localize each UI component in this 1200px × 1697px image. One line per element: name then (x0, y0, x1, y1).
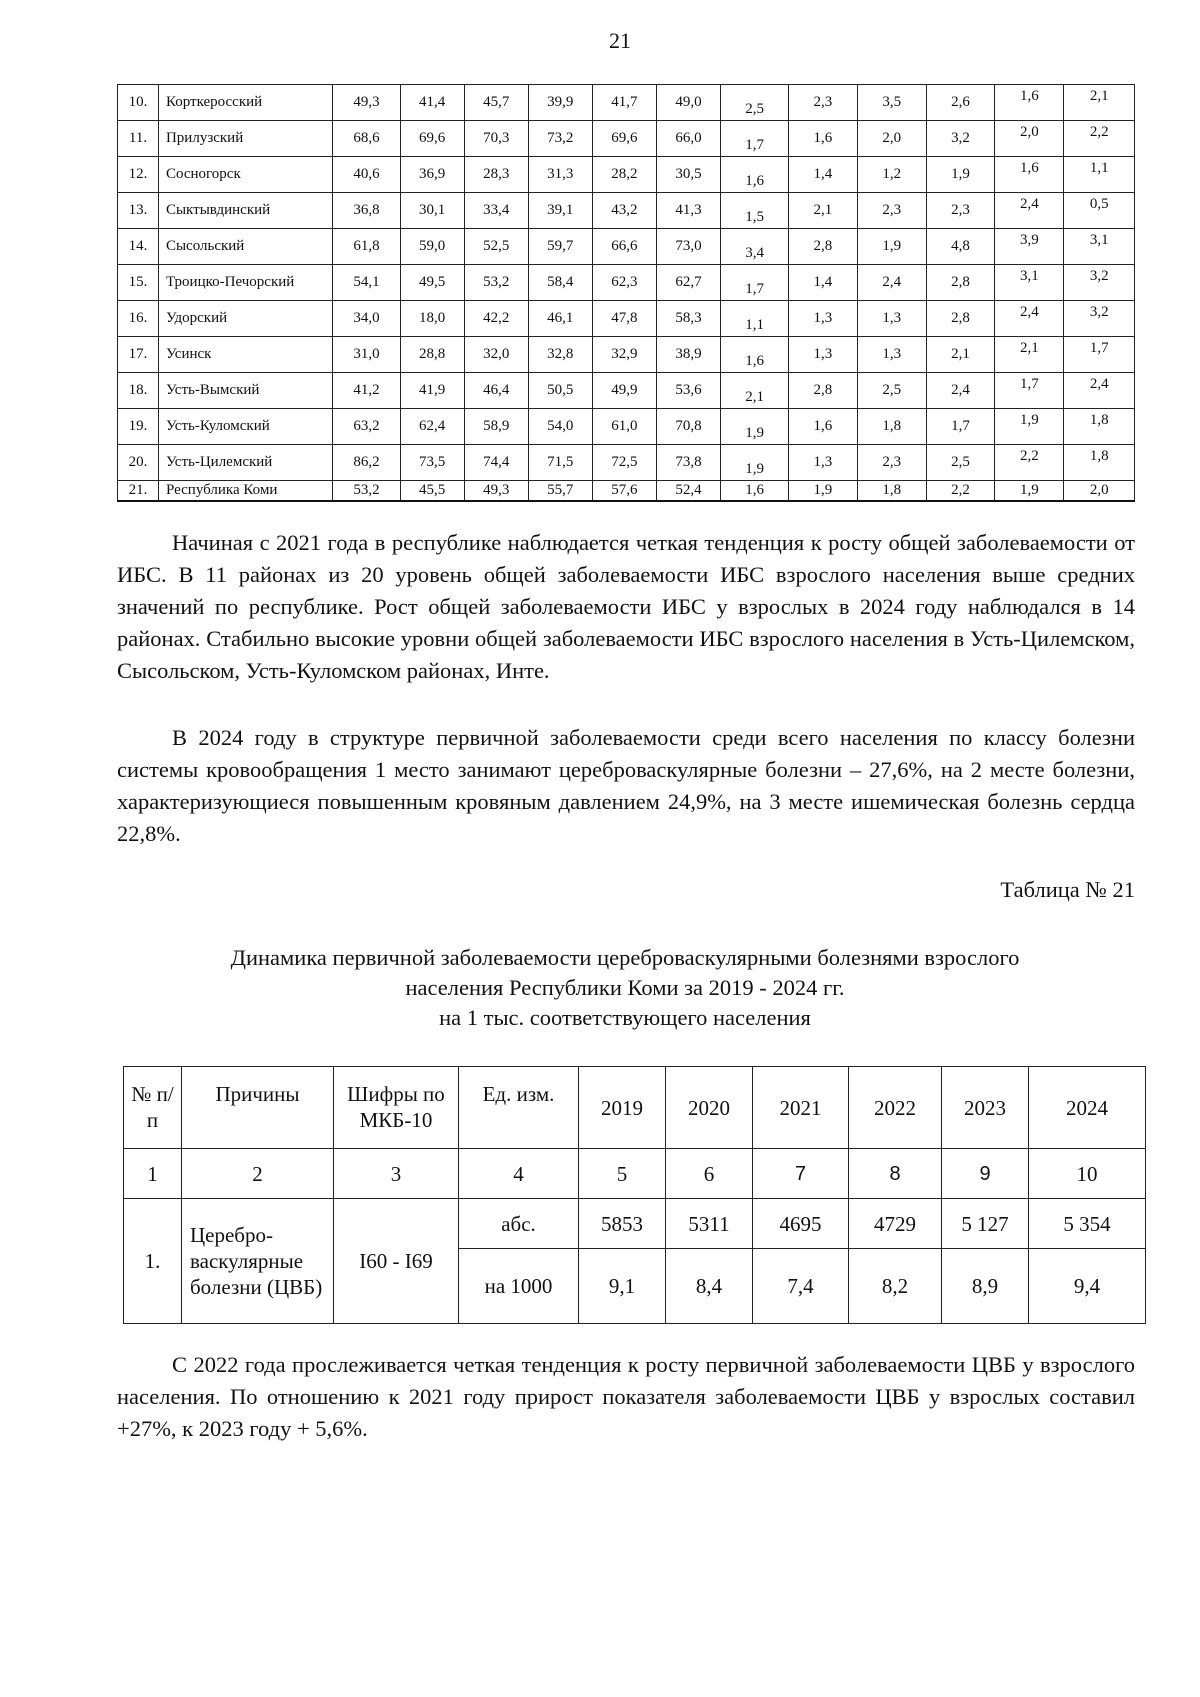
abs-value: 5311 (666, 1199, 753, 1249)
value-cell: 2,3 (857, 193, 926, 229)
value-cell: 62,3 (592, 265, 656, 301)
value-cell: 1,3 (857, 301, 926, 337)
value-cell: 3,2 (1064, 301, 1135, 337)
icd-codes-cell: I60 - I69 (334, 1199, 459, 1324)
value-cell: 2,1 (789, 193, 857, 229)
value-cell: 53,6 (656, 373, 720, 409)
value-cell: 31,3 (528, 157, 592, 193)
abs-value: 4729 (849, 1199, 942, 1249)
value-cell: 49,5 (400, 265, 464, 301)
table-title-line-3: на 1 тыс. соответствующего населения (439, 1005, 811, 1030)
column-number: 4 (459, 1149, 579, 1199)
value-cell: 1,7 (1064, 337, 1135, 373)
value-cell: 2,1 (720, 373, 788, 409)
value-cell: 1,7 (720, 121, 788, 157)
value-cell: 59,0 (400, 229, 464, 265)
value-cell: 34,0 (333, 301, 400, 337)
value-cell: 0,5 (1064, 193, 1135, 229)
table-title (110, 943, 1140, 1033)
value-cell: 1,9 (789, 481, 857, 502)
value-cell: 1,6 (995, 85, 1064, 121)
rate-value: 9,4 (1029, 1249, 1146, 1324)
value-cell: 2,5 (926, 445, 994, 481)
row-number: 17. (118, 337, 159, 373)
rate-value: 9,1 (579, 1249, 666, 1324)
value-cell: 3,1 (995, 265, 1064, 301)
district-name: Корткеросский (158, 85, 332, 121)
district-name: Троицко-Печорский (158, 265, 332, 301)
cause-cell: Церебро-васкулярные болезни (ЦВБ) (182, 1199, 334, 1324)
district-table (117, 84, 1135, 502)
row-number: 19. (118, 409, 159, 445)
value-cell: 2,2 (1064, 121, 1135, 157)
column-number: 7 (753, 1149, 849, 1199)
value-cell: 2,2 (995, 445, 1064, 481)
value-cell: 66,6 (592, 229, 656, 265)
value-cell: 33,4 (464, 193, 528, 229)
row-number: 15. (118, 265, 159, 301)
header-cell: Шифры по МКБ-10 (334, 1067, 459, 1149)
value-cell: 1,8 (857, 409, 926, 445)
header-cell: 2020 (666, 1067, 753, 1149)
value-cell: 32,9 (592, 337, 656, 373)
rate-value: 8,4 (666, 1249, 753, 1324)
value-cell: 1,7 (720, 265, 788, 301)
value-cell: 54,0 (528, 409, 592, 445)
table-row (118, 445, 1135, 481)
value-cell: 2,5 (857, 373, 926, 409)
value-cell: 58,4 (528, 265, 592, 301)
value-cell: 1,6 (720, 337, 788, 373)
value-cell: 2,8 (926, 265, 994, 301)
district-name: Сыктывдинский (158, 193, 332, 229)
header-cell: № п/п (124, 1067, 182, 1149)
value-cell: 62,4 (400, 409, 464, 445)
abs-value: 5853 (579, 1199, 666, 1249)
table-row (118, 265, 1135, 301)
table-row (118, 229, 1135, 265)
value-cell: 38,9 (656, 337, 720, 373)
value-cell: 1,1 (1064, 157, 1135, 193)
paragraph-structure-2024: В 2024 году в структуре первичной заболеваемости среди всего населения по классу болезни системы кровообращения 1 место занимают цереброваскулярные болезни – 27,6%, на 2 месте болезни, характеризующиеся повышенным кровяным давлением 24,9%, на 3 месте ишемическая болезнь сердца 22,8%. (117, 725, 1135, 846)
header-cell: 2024 (1029, 1067, 1146, 1149)
table-row (118, 157, 1135, 193)
value-cell: 50,5 (528, 373, 592, 409)
value-cell: 28,8 (400, 337, 464, 373)
row-number: 11. (118, 121, 159, 157)
value-cell: 61,8 (333, 229, 400, 265)
value-cell: 70,3 (464, 121, 528, 157)
value-cell: 1,9 (720, 445, 788, 481)
value-cell: 1,7 (926, 409, 994, 445)
value-cell: 3,5 (857, 85, 926, 121)
value-cell: 2,3 (926, 193, 994, 229)
value-cell: 2,2 (926, 481, 994, 502)
value-cell: 1,9 (926, 157, 994, 193)
abs-value: 5 354 (1029, 1199, 1146, 1249)
value-cell: 43,2 (592, 193, 656, 229)
value-cell: 2,0 (857, 121, 926, 157)
header-cell: 2023 (942, 1067, 1029, 1149)
value-cell: 49,3 (464, 481, 528, 502)
page-number: 21 (609, 28, 631, 53)
district-name: Сосногорск (158, 157, 332, 193)
value-cell: 39,9 (528, 85, 592, 121)
district-name: Республика Коми (158, 481, 332, 502)
row-number: 20. (118, 445, 159, 481)
value-cell: 52,5 (464, 229, 528, 265)
table-row (118, 481, 1135, 502)
value-cell: 1,1 (720, 301, 788, 337)
value-cell: 1,3 (789, 337, 857, 373)
column-number: 2 (182, 1149, 334, 1199)
value-cell: 1,6 (789, 121, 857, 157)
value-cell: 1,3 (789, 445, 857, 481)
table-caption-number: Таблица № 21 (1000, 877, 1135, 902)
cvb-column-number-row (124, 1149, 1146, 1199)
row-number: 14. (118, 229, 159, 265)
rate-value: 8,9 (942, 1249, 1029, 1324)
header-cell: 2021 (753, 1067, 849, 1149)
rate-value: 8,2 (849, 1249, 942, 1324)
value-cell: 68,6 (333, 121, 400, 157)
value-cell: 2,4 (995, 301, 1064, 337)
table-title-line-2: населения Республики Коми за 2019 - 2024 гг. (405, 975, 845, 1000)
value-cell: 1,6 (720, 481, 788, 502)
value-cell: 55,7 (528, 481, 592, 502)
value-cell: 49,0 (656, 85, 720, 121)
header-cell: 2022 (849, 1067, 942, 1149)
value-cell: 18,0 (400, 301, 464, 337)
value-cell: 2,1 (926, 337, 994, 373)
unit-abs: абс. (459, 1199, 579, 1249)
value-cell: 28,2 (592, 157, 656, 193)
value-cell: 1,8 (1064, 445, 1135, 481)
abs-value: 4695 (753, 1199, 849, 1249)
value-cell: 63,2 (333, 409, 400, 445)
value-cell: 41,2 (333, 373, 400, 409)
district-name: Сысольский (158, 229, 332, 265)
value-cell: 46,4 (464, 373, 528, 409)
value-cell: 3,2 (926, 121, 994, 157)
value-cell: 2,0 (1064, 481, 1135, 502)
value-cell: 1,5 (720, 193, 788, 229)
value-cell: 2,8 (789, 229, 857, 265)
value-cell: 1,7 (995, 373, 1064, 409)
value-cell: 1,6 (995, 157, 1064, 193)
value-cell: 47,8 (592, 301, 656, 337)
value-cell: 66,0 (656, 121, 720, 157)
value-cell: 86,2 (333, 445, 400, 481)
value-cell: 73,2 (528, 121, 592, 157)
column-number: 5 (579, 1149, 666, 1199)
table-row (118, 121, 1135, 157)
value-cell: 45,5 (400, 481, 464, 502)
value-cell: 73,8 (656, 445, 720, 481)
table-row (118, 337, 1135, 373)
value-cell: 2,3 (789, 85, 857, 121)
value-cell: 1,3 (857, 337, 926, 373)
value-cell: 31,0 (333, 337, 400, 373)
table-title-line-1: Динамика первичной заболеваемости цереброваскулярными болезнями взрослого (230, 945, 1020, 970)
value-cell: 39,1 (528, 193, 592, 229)
value-cell: 36,9 (400, 157, 464, 193)
value-cell: 3,1 (1064, 229, 1135, 265)
header-cell: Ед. изм. (459, 1067, 579, 1149)
value-cell: 61,0 (592, 409, 656, 445)
paragraph-ibs-trend: Начиная с 2021 года в республике наблюдается четкая тенденция к росту общей заболеваемости от ИБС. В 11 районах из 20 уровень общей заболеваемости ИБС взрослого населения выше средних значений по республике. Рост общей заболеваемости ИБС у взрослых в 2024 году наблюдался в 14 районах. Стабильно высокие уровни общей заболеваемости ИБС взрослого населения в Усть-Цилемском, Сысольском, Усть-Куломском районах, Инте. (117, 530, 1135, 683)
value-cell: 2,3 (857, 445, 926, 481)
value-cell: 74,4 (464, 445, 528, 481)
value-cell: 70,8 (656, 409, 720, 445)
row-number: 13. (118, 193, 159, 229)
table-row (118, 373, 1135, 409)
value-cell: 41,9 (400, 373, 464, 409)
district-name: Прилузский (158, 121, 332, 157)
cvb-header-row (124, 1067, 1146, 1149)
value-cell: 57,6 (592, 481, 656, 502)
value-cell: 53,2 (464, 265, 528, 301)
value-cell: 2,4 (926, 373, 994, 409)
value-cell: 1,9 (857, 229, 926, 265)
table-row (118, 301, 1135, 337)
value-cell: 2,1 (1064, 85, 1135, 121)
table-row (118, 409, 1135, 445)
table-row (118, 85, 1135, 121)
value-cell: 2,8 (789, 373, 857, 409)
value-cell: 32,0 (464, 337, 528, 373)
value-cell: 52,4 (656, 481, 720, 502)
value-cell: 1,9 (720, 409, 788, 445)
value-cell: 28,3 (464, 157, 528, 193)
district-name: Усть-Куломский (158, 409, 332, 445)
district-name: Усть-Цилемский (158, 445, 332, 481)
value-cell: 3,9 (995, 229, 1064, 265)
column-number: 6 (666, 1149, 753, 1199)
row-number: 21. (118, 481, 159, 502)
value-cell: 4,8 (926, 229, 994, 265)
value-cell: 40,6 (333, 157, 400, 193)
value-cell: 1,4 (789, 265, 857, 301)
value-cell: 62,7 (656, 265, 720, 301)
value-cell: 59,7 (528, 229, 592, 265)
table-row (118, 193, 1135, 229)
value-cell: 2,8 (926, 301, 994, 337)
value-cell: 2,0 (995, 121, 1064, 157)
value-cell: 1,9 (995, 481, 1064, 502)
value-cell: 49,9 (592, 373, 656, 409)
value-cell: 71,5 (528, 445, 592, 481)
row-number: 18. (118, 373, 159, 409)
column-number: 8 (849, 1149, 942, 1199)
value-cell: 30,1 (400, 193, 464, 229)
value-cell: 30,5 (656, 157, 720, 193)
district-name: Усинск (158, 337, 332, 373)
value-cell: 41,7 (592, 85, 656, 121)
header-cell: Причины (182, 1067, 334, 1149)
header-cell: 2019 (579, 1067, 666, 1149)
district-name: Удорский (158, 301, 332, 337)
district-name: Усть-Вымский (158, 373, 332, 409)
value-cell: 72,5 (592, 445, 656, 481)
value-cell: 32,8 (528, 337, 592, 373)
value-cell: 2,4 (857, 265, 926, 301)
value-cell: 58,9 (464, 409, 528, 445)
rate-value: 7,4 (753, 1249, 849, 1324)
value-cell: 41,3 (656, 193, 720, 229)
value-cell: 53,2 (333, 481, 400, 502)
value-cell: 2,1 (995, 337, 1064, 373)
value-cell: 1,4 (789, 157, 857, 193)
abs-value: 5 127 (942, 1199, 1029, 1249)
value-cell: 3,4 (720, 229, 788, 265)
value-cell: 36,8 (333, 193, 400, 229)
value-cell: 54,1 (333, 265, 400, 301)
value-cell: 69,6 (592, 121, 656, 157)
unit-rate: на 1000 (459, 1249, 579, 1324)
column-number: 1 (124, 1149, 182, 1199)
value-cell: 1,8 (857, 481, 926, 502)
column-number: 9 (942, 1149, 1029, 1199)
value-cell: 73,5 (400, 445, 464, 481)
value-cell: 2,5 (720, 85, 788, 121)
value-cell: 1,2 (857, 157, 926, 193)
value-cell: 2,6 (926, 85, 994, 121)
cvb-abs-row (124, 1199, 1146, 1249)
column-number: 10 (1029, 1149, 1146, 1199)
row-number: 1. (124, 1199, 182, 1324)
row-number: 16. (118, 301, 159, 337)
row-number: 10. (118, 85, 159, 121)
value-cell: 69,6 (400, 121, 464, 157)
value-cell: 58,3 (656, 301, 720, 337)
value-cell: 2,4 (995, 193, 1064, 229)
cvb-table (123, 1066, 1146, 1324)
value-cell: 73,0 (656, 229, 720, 265)
value-cell: 3,2 (1064, 265, 1135, 301)
value-cell: 41,4 (400, 85, 464, 121)
value-cell: 49,3 (333, 85, 400, 121)
value-cell: 1,3 (789, 301, 857, 337)
value-cell: 1,8 (1064, 409, 1135, 445)
value-cell: 1,6 (789, 409, 857, 445)
value-cell: 46,1 (528, 301, 592, 337)
value-cell: 45,7 (464, 85, 528, 121)
value-cell: 1,9 (995, 409, 1064, 445)
paragraph-cvb-trend: С 2022 года прослеживается четкая тенденция к росту первичной заболеваемости ЦВБ у взрослого населения. По отношению к 2021 году прирост показателя заболеваемости ЦВБ у взрослых составил +27%, к 2023 году + 5,6%. (117, 1352, 1135, 1441)
column-number: 3 (334, 1149, 459, 1199)
value-cell: 42,2 (464, 301, 528, 337)
row-number: 12. (118, 157, 159, 193)
value-cell: 1,6 (720, 157, 788, 193)
value-cell: 2,4 (1064, 373, 1135, 409)
